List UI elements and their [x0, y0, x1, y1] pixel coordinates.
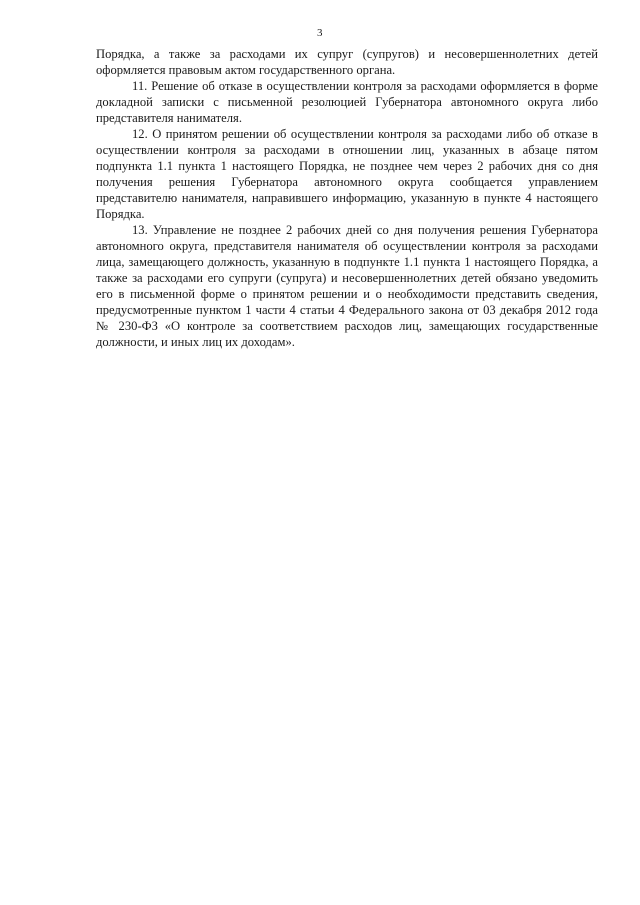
- paragraph-continuation: Порядка, а также за расходами их супруг (супругов) и несовершеннолетних детей оформляется правовым актом государственного органа.: [96, 47, 598, 77]
- document-body: [96, 46, 598, 350]
- paragraph-item-12: 12. О принятом решении об осуществлении контроля за расходами либо об отказе в осуществлении контроля за расходами в отношении лиц, указанных в абзаце пятом подпункта 1.1 пункта 1 настоящего Порядка, не позднее чем через 2 рабочих дня со дня получения решения Губернатора автономного округа сообщается управлением представителю нанимателя, направившего информацию, указанную в пункте 4 настоящего Порядка.: [96, 127, 598, 221]
- page-number: 3: [317, 27, 323, 39]
- paragraph-item-11: 11. Решение об отказе в осуществлении контроля за расходами оформляется в форме докладной записки с письменной резолюцией Губернатора автономного округа либо представителя нанимателя.: [96, 79, 598, 125]
- paragraph-item-13: 13. Управление не позднее 2 рабочих дней со дня получения решения Губернатора автономного округа, представителя нанимателя об осуществлении контроля за расходами лица, замещающего должность, указанную в подпункте 1.1 пункта 1 настоящего Порядка, а также за расходами его супруги (супруга) и несовершеннолетних детей обязано уведомить его в письменной форме о принятом решении и о необходимости представить сведения, предусмотренные пунктом 1 части 4 статьи 4 Федерального закона от 03 декабря 2012 года № 230-ФЗ «О контроле за соответствием расходов лиц, замещающих государственные должности, и иных лиц их доходам».: [96, 223, 598, 349]
